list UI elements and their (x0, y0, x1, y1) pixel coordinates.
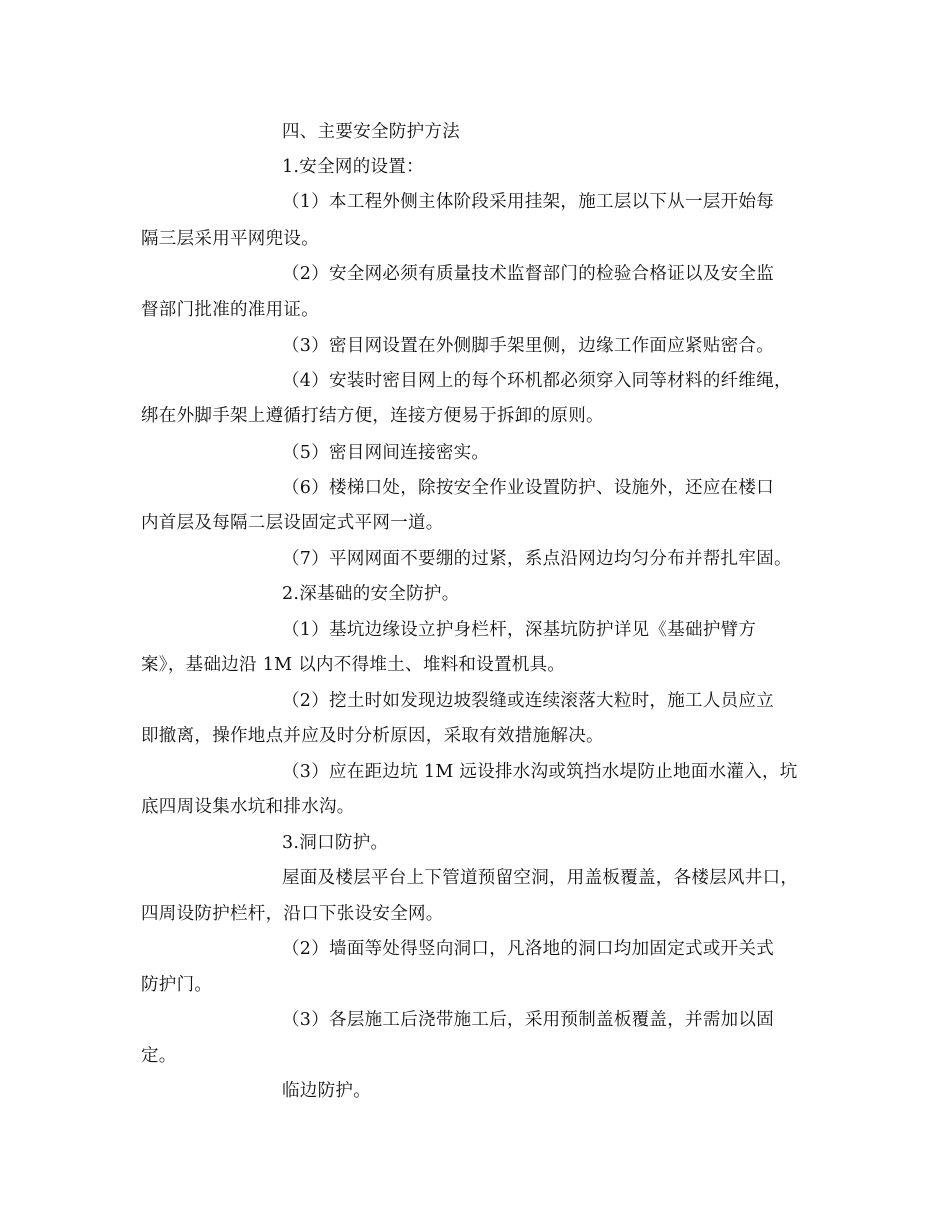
paragraph-line: 隔三层采用平网兜设。 (141, 229, 319, 249)
paragraph-line: （1）本工程外侧主体阶段采用挂架，施工层以下从一层开始每 (282, 192, 775, 212)
paragraph-line: 内首层及每隔二层设固定式平网一道。 (141, 513, 444, 533)
subsection-heading: 3.洞口防护。 (282, 833, 389, 853)
subsection-heading: 1.安全网的设置： (282, 157, 424, 177)
paragraph-line: （3）密目网设置在外侧脚手架里侧，边缘工作面应紧贴密合。 (282, 336, 775, 356)
paragraph-line: （7）平网网面不要绷的过紧，系点沿网边均匀分布并帮扎牢固。 (282, 549, 792, 569)
subsection-heading: 2.深基础的安全防护。 (282, 584, 460, 604)
paragraph-line: 定。 (141, 1046, 177, 1066)
section-heading: 四、主要安全防护方法 (282, 122, 460, 142)
paragraph-line: （6）楼梯口处，除按安全作业设置防护、设施外，还应在楼口 (282, 478, 775, 498)
paragraph-line: （2）安全网必须有质量技术监督部门的检验合格证以及安全监 (282, 264, 775, 284)
paragraph-line: （4）安装时密目网上的每个环机都必须穿入同等材料的纤维绳， (282, 371, 792, 391)
paragraph-line: 绑在外脚手架上遵循打结方便，连接方便易于拆卸的原则。 (141, 406, 604, 426)
paragraph-line: 督部门批准的准用证。 (141, 300, 319, 320)
paragraph-line: （1）基坑边缘设立护身栏杆，深基坑防护详见《基础护臂方 (282, 620, 757, 640)
paragraph-line: 防护门。 (141, 975, 213, 995)
paragraph-line: （5）密目网间连接密实。 (282, 443, 490, 463)
paragraph-line: 即撤离，操作地点并应及时分析原因，采取有效措施解决。 (141, 726, 604, 746)
paragraph-line: 案》，基础边沿 1M 以内不得堆土、堆料和设置机具。 (141, 655, 566, 675)
paragraph-line: 底四周设集水坑和排水沟。 (141, 797, 355, 817)
paragraph-line: （2）墙面等处得竖向洞口，凡洛地的洞口均加固定式或开关式 (282, 939, 775, 959)
paragraph-line: 屋面及楼层平台上下管道预留空洞，用盖板覆盖，各楼层风井口， (282, 868, 799, 888)
paragraph-line: （3）各层施工后浇带施工后，采用预制盖板覆盖，并需加以固 (282, 1010, 775, 1030)
paragraph-line: （2）挖土时如发现边坡裂缝或连续滚落大粒时，施工人员应立 (282, 691, 775, 711)
paragraph-line: （3）应在距边坑 1M 远设排水沟或筑挡水堤防止地面水灌入，坑 (282, 762, 798, 782)
paragraph-line: 四周设防护栏杆，沿口下张设安全网。 (141, 904, 444, 924)
subsection-heading: 临边防护。 (282, 1081, 371, 1101)
